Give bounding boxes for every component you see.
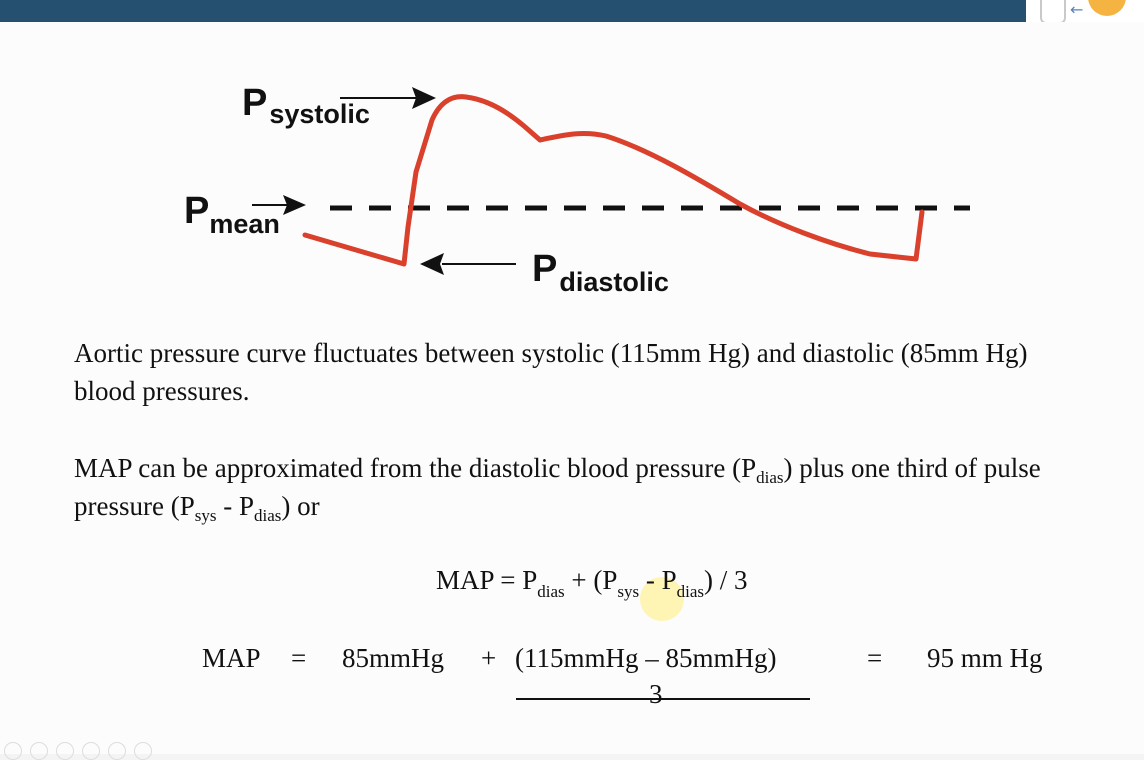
diastolic-arrow bbox=[420, 253, 516, 275]
calc-equals: = bbox=[291, 643, 307, 673]
p-mean-label: Pmean bbox=[184, 190, 280, 239]
control-icon[interactable] bbox=[56, 742, 74, 760]
control-icon[interactable] bbox=[108, 742, 126, 760]
paragraph-aortic-pressure: Aortic pressure curve fluctuates between systolic (115mm Hg) and diastolic (85mm Hg) blood pressures. bbox=[74, 338, 1028, 406]
calc-fraction-denominator: 3 bbox=[649, 679, 663, 709]
slide-content bbox=[0, 22, 1144, 754]
map-formula: MAP = $P_{dias} + (P_{sys} - P_{dias}) / 3$ bbox=[436, 565, 748, 601]
player-controls bbox=[4, 742, 152, 754]
paragraph-map-approximation: MAP can be approximated from the diastolic blood pressure $(P_{dias})$ plus one third of pulse pressure $(P_{sys} - P_{dias})$ or bbox=[74, 453, 1041, 525]
control-icon[interactable] bbox=[4, 742, 22, 760]
p-diastolic-label: Pdiastolic bbox=[532, 248, 669, 297]
calc-equals-2: = bbox=[867, 643, 883, 673]
calc-lhs: MAP bbox=[202, 643, 261, 673]
calc-diastolic-term: 85mmHg bbox=[342, 643, 445, 673]
person-icon bbox=[1040, 0, 1066, 22]
calc-fraction-numerator: (115mmHg – 85mmHg) bbox=[515, 643, 777, 673]
calc-plus: + bbox=[481, 643, 497, 673]
fraction-bar bbox=[516, 698, 810, 700]
presenter-thumbnail bbox=[1026, 0, 1144, 22]
control-icon[interactable] bbox=[134, 742, 152, 760]
slide-title-bar bbox=[0, 0, 1026, 22]
control-icon[interactable] bbox=[82, 742, 100, 760]
control-icon[interactable] bbox=[30, 742, 48, 760]
back-arrow-icon[interactable]: ← bbox=[1070, 0, 1084, 19]
pressure-curve bbox=[305, 97, 922, 264]
p-systolic-label: Psystolic bbox=[242, 82, 370, 129]
calc-result: 95 mm Hg bbox=[927, 643, 1043, 673]
sun-icon bbox=[1088, 0, 1126, 16]
